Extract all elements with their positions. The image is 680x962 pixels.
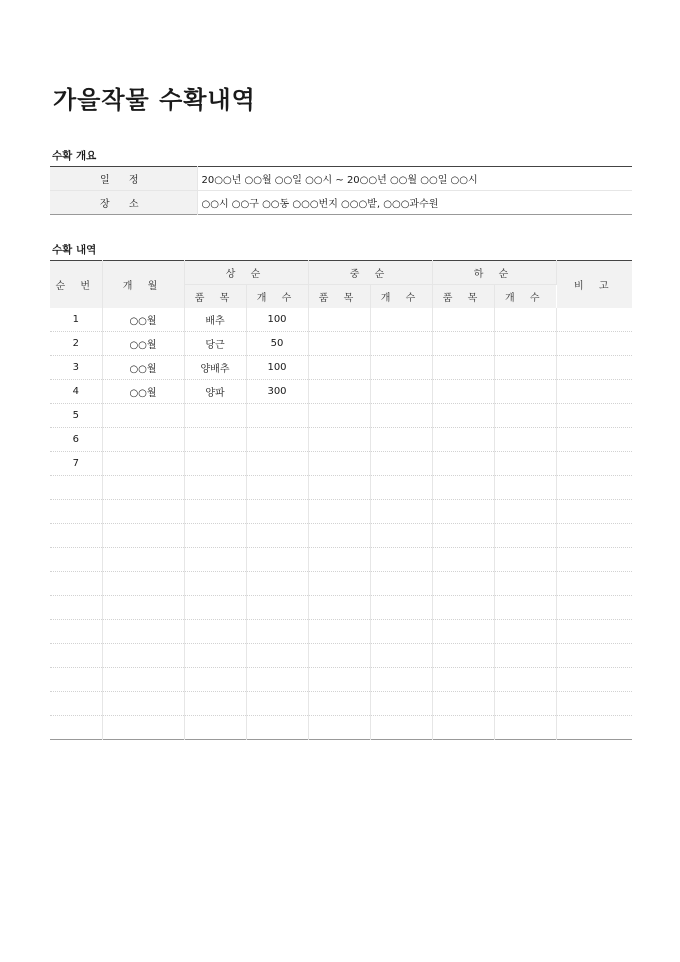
cell-mid-count xyxy=(370,476,432,500)
overview-table xyxy=(50,166,632,215)
cell-low-count xyxy=(494,428,556,452)
cell-low-item xyxy=(432,548,494,572)
cell-month xyxy=(102,716,184,740)
cell-top-item: 당근 xyxy=(184,332,246,356)
cell-low-count xyxy=(494,404,556,428)
cell-no xyxy=(50,692,102,716)
cell-mid-item xyxy=(308,476,370,500)
cell-month xyxy=(102,476,184,500)
cell-top-count xyxy=(246,668,308,692)
cell-mid-item xyxy=(308,452,370,476)
cell-mid-count xyxy=(370,716,432,740)
cell-month xyxy=(102,404,184,428)
cell-low-count xyxy=(494,596,556,620)
overview-section-title: 수확 개요 xyxy=(52,150,97,162)
cell-mid-item xyxy=(308,548,370,572)
cell-mid-item xyxy=(308,596,370,620)
cell-no xyxy=(50,596,102,620)
header-no: 순 번 xyxy=(50,261,102,309)
cell-note xyxy=(556,428,632,452)
table-row xyxy=(50,404,632,428)
cell-month xyxy=(102,572,184,596)
cell-low-count xyxy=(494,524,556,548)
cell-mid-item xyxy=(308,404,370,428)
cell-top-count xyxy=(246,452,308,476)
cell-mid-count xyxy=(370,572,432,596)
cell-mid-item xyxy=(308,356,370,380)
cell-no: 2 xyxy=(50,332,102,356)
cell-note xyxy=(556,644,632,668)
cell-low-count xyxy=(494,452,556,476)
cell-top-count xyxy=(246,428,308,452)
cell-top-count: 300 xyxy=(246,380,308,404)
cell-top-count xyxy=(246,548,308,572)
table-row xyxy=(50,308,632,332)
cell-note xyxy=(556,380,632,404)
cell-top-item xyxy=(184,716,246,740)
cell-mid-item xyxy=(308,692,370,716)
cell-low-count xyxy=(494,572,556,596)
cell-no xyxy=(50,668,102,692)
cell-no xyxy=(50,476,102,500)
table-row xyxy=(50,716,632,740)
cell-top-count xyxy=(246,572,308,596)
cell-mid-item xyxy=(308,644,370,668)
cell-note xyxy=(556,452,632,476)
table-row xyxy=(50,620,632,644)
cell-mid-count xyxy=(370,356,432,380)
cell-mid-item xyxy=(308,500,370,524)
table-row xyxy=(50,524,632,548)
cell-top-item xyxy=(184,524,246,548)
cell-top-count xyxy=(246,500,308,524)
cell-low-item xyxy=(432,476,494,500)
table-row xyxy=(50,476,632,500)
cell-top-count: 50 xyxy=(246,332,308,356)
cell-top-item xyxy=(184,476,246,500)
cell-low-item xyxy=(432,716,494,740)
cell-low-item xyxy=(432,596,494,620)
cell-month xyxy=(102,500,184,524)
cell-top-count xyxy=(246,716,308,740)
cell-top-item xyxy=(184,572,246,596)
cell-top-count xyxy=(246,620,308,644)
cell-note xyxy=(556,692,632,716)
cell-mid-count xyxy=(370,404,432,428)
cell-note xyxy=(556,596,632,620)
cell-low-item xyxy=(432,524,494,548)
cell-note xyxy=(556,668,632,692)
cell-low-item xyxy=(432,500,494,524)
cell-mid-count xyxy=(370,548,432,572)
cell-low-count xyxy=(494,644,556,668)
cell-month xyxy=(102,452,184,476)
cell-note xyxy=(556,356,632,380)
cell-top-item: 양파 xyxy=(184,380,246,404)
header-grade-low: 하 순 xyxy=(432,261,556,285)
table-row xyxy=(50,572,632,596)
header-mid-item: 품 목 xyxy=(308,285,370,309)
cell-mid-item xyxy=(308,572,370,596)
cell-no xyxy=(50,572,102,596)
cell-month xyxy=(102,668,184,692)
cell-no xyxy=(50,500,102,524)
cell-low-count xyxy=(494,500,556,524)
cell-low-item xyxy=(432,428,494,452)
cell-top-item: 양배추 xyxy=(184,356,246,380)
table-row xyxy=(50,428,632,452)
cell-top-count xyxy=(246,692,308,716)
cell-month xyxy=(102,428,184,452)
cell-mid-count xyxy=(370,380,432,404)
cell-mid-count xyxy=(370,668,432,692)
cell-month: ○○월 xyxy=(102,308,184,332)
cell-top-count xyxy=(246,596,308,620)
cell-note xyxy=(556,332,632,356)
cell-note xyxy=(556,500,632,524)
cell-top-item xyxy=(184,428,246,452)
cell-note xyxy=(556,404,632,428)
cell-low-count xyxy=(494,476,556,500)
cell-month: ○○월 xyxy=(102,356,184,380)
header-mid-count: 개 수 xyxy=(370,285,432,309)
cell-low-count xyxy=(494,356,556,380)
cell-note xyxy=(556,572,632,596)
cell-note xyxy=(556,716,632,740)
header-note: 비 고 xyxy=(556,261,632,309)
cell-top-item xyxy=(184,692,246,716)
cell-mid-item xyxy=(308,668,370,692)
cell-no: 1 xyxy=(50,308,102,332)
cell-low-item xyxy=(432,644,494,668)
cell-no xyxy=(50,644,102,668)
cell-low-item xyxy=(432,308,494,332)
table-row xyxy=(50,644,632,668)
cell-note xyxy=(556,476,632,500)
cell-low-item xyxy=(432,452,494,476)
cell-no: 6 xyxy=(50,428,102,452)
cell-low-count xyxy=(494,308,556,332)
cell-top-count xyxy=(246,524,308,548)
cell-note xyxy=(556,524,632,548)
cell-top-item xyxy=(184,644,246,668)
cell-low-item xyxy=(432,332,494,356)
cell-mid-count xyxy=(370,500,432,524)
cell-top-count xyxy=(246,476,308,500)
cell-mid-count xyxy=(370,596,432,620)
cell-no: 7 xyxy=(50,452,102,476)
cell-no: 3 xyxy=(50,356,102,380)
header-grade-top: 상 순 xyxy=(184,261,308,285)
cell-no: 4 xyxy=(50,380,102,404)
cell-month: ○○월 xyxy=(102,380,184,404)
cell-mid-item xyxy=(308,380,370,404)
table-row xyxy=(50,380,632,404)
cell-mid-item xyxy=(308,428,370,452)
cell-low-count xyxy=(494,548,556,572)
schedule-label: 일 정 xyxy=(50,167,197,191)
location-value: ○○시 ○○구 ○○동 ○○○번지 ○○○밭, ○○○과수원 xyxy=(201,199,439,210)
cell-month xyxy=(102,644,184,668)
cell-low-item xyxy=(432,620,494,644)
table-row xyxy=(50,332,632,356)
cell-low-item xyxy=(432,668,494,692)
cell-note xyxy=(556,620,632,644)
cell-note xyxy=(556,308,632,332)
cell-mid-count xyxy=(370,332,432,356)
schedule-value: 20○○년 ○○월 ○○일 ○○시 ~ 20○○년 ○○월 ○○일 ○○시 xyxy=(197,167,632,191)
records-section-title: 수확 내역 xyxy=(52,244,97,256)
cell-no xyxy=(50,620,102,644)
cell-top-item xyxy=(184,452,246,476)
header-month: 개 월 xyxy=(102,261,184,309)
cell-mid-item xyxy=(308,620,370,644)
cell-top-count xyxy=(246,644,308,668)
cell-month: ○○월 xyxy=(102,332,184,356)
table-row xyxy=(50,356,632,380)
cell-mid-count xyxy=(370,692,432,716)
cell-month xyxy=(102,596,184,620)
cell-no xyxy=(50,716,102,740)
table-row xyxy=(50,596,632,620)
cell-low-count xyxy=(494,692,556,716)
location-label: 장 소 xyxy=(50,191,197,215)
page-title: 가을작물 수확내역 xyxy=(53,86,256,114)
table-row xyxy=(50,500,632,524)
cell-low-count xyxy=(494,716,556,740)
cell-mid-count xyxy=(370,428,432,452)
cell-mid-count xyxy=(370,452,432,476)
table-row xyxy=(50,668,632,692)
cell-low-item xyxy=(432,356,494,380)
cell-low-item xyxy=(432,692,494,716)
cell-low-count xyxy=(494,332,556,356)
cell-top-item xyxy=(184,596,246,620)
overview-row-location xyxy=(50,191,632,215)
cell-low-item xyxy=(432,380,494,404)
cell-month xyxy=(102,524,184,548)
cell-low-item xyxy=(432,404,494,428)
header-grade-mid: 중 순 xyxy=(308,261,432,285)
header-low-count: 개 수 xyxy=(494,285,556,309)
table-row xyxy=(50,452,632,476)
cell-mid-count xyxy=(370,620,432,644)
table-row xyxy=(50,548,632,572)
cell-top-item: 배추 xyxy=(184,308,246,332)
cell-top-count xyxy=(246,404,308,428)
cell-mid-item xyxy=(308,716,370,740)
overview-row-schedule xyxy=(50,167,632,191)
cell-top-item xyxy=(184,404,246,428)
cell-no: 5 xyxy=(50,404,102,428)
cell-mid-item xyxy=(308,332,370,356)
header-low-item: 품 목 xyxy=(432,285,494,309)
cell-mid-count xyxy=(370,524,432,548)
cell-month xyxy=(102,692,184,716)
cell-top-item xyxy=(184,620,246,644)
cell-mid-item xyxy=(308,308,370,332)
cell-no xyxy=(50,548,102,572)
cell-low-count xyxy=(494,668,556,692)
cell-month xyxy=(102,620,184,644)
cell-no xyxy=(50,524,102,548)
harvest-records-table xyxy=(50,260,632,740)
cell-mid-count xyxy=(370,644,432,668)
cell-mid-item xyxy=(308,524,370,548)
cell-low-item xyxy=(432,572,494,596)
cell-mid-count xyxy=(370,308,432,332)
header-top-count: 개 수 xyxy=(246,285,308,309)
cell-low-count xyxy=(494,620,556,644)
cell-month xyxy=(102,548,184,572)
header-top-item: 품 목 xyxy=(184,285,246,309)
table-row xyxy=(50,692,632,716)
cell-top-item xyxy=(184,548,246,572)
cell-top-count: 100 xyxy=(246,308,308,332)
cell-note xyxy=(556,548,632,572)
cell-top-item xyxy=(184,500,246,524)
cell-top-item xyxy=(184,668,246,692)
cell-top-count: 100 xyxy=(246,356,308,380)
cell-low-count xyxy=(494,380,556,404)
